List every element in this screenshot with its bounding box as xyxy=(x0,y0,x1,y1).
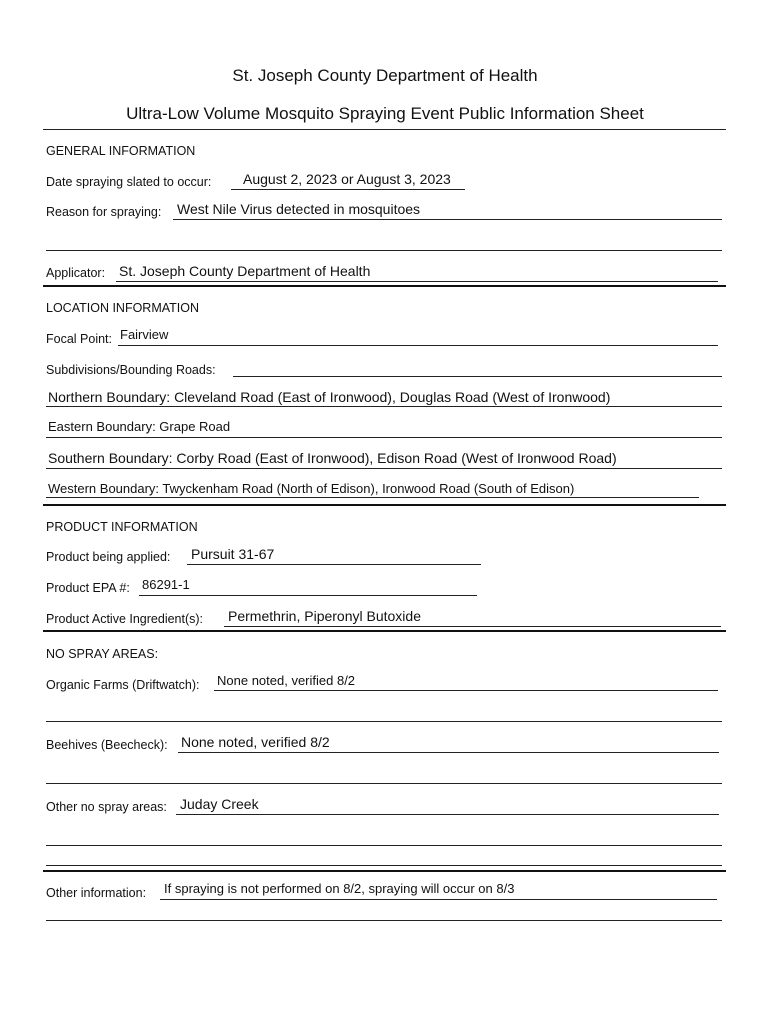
product-applied-label: Product being applied: xyxy=(46,550,171,564)
northern-underline xyxy=(46,406,722,407)
divider xyxy=(43,129,726,130)
epa-underline xyxy=(139,595,477,596)
beehives-extra-line xyxy=(46,783,722,784)
focal-field[interactable]: Fairview xyxy=(120,327,169,342)
product-applied-field[interactable]: Pursuit 31-67 xyxy=(191,546,275,562)
applicator-underline xyxy=(116,281,718,282)
applicator-field[interactable]: St. Joseph County Department of Health xyxy=(119,263,371,279)
ingredient-label: Product Active Ingredient(s): xyxy=(46,612,204,626)
section-divider xyxy=(43,285,726,287)
other-no-spray-label: Other no spray areas: xyxy=(46,800,167,814)
beehives-field[interactable]: None noted, verified 8/2 xyxy=(181,734,330,750)
western-underline xyxy=(46,497,699,498)
reason-label: Reason for spraying: xyxy=(46,205,162,219)
northern-boundary[interactable]: Northern Boundary: Cleveland Road (East of Ironwood), Douglas Road (West of Ironwood) xyxy=(48,389,611,405)
reason-underline xyxy=(173,219,722,220)
page-subtitle: Ultra-Low Volume Mosquito Spraying Event Public Information Sheet xyxy=(126,104,644,123)
other-info-field[interactable]: If spraying is not performed on 8/2, spraying will occur on 8/3 xyxy=(164,881,515,896)
location-heading: LOCATION INFORMATION xyxy=(46,301,200,315)
eastern-boundary[interactable]: Eastern Boundary: Grape Road xyxy=(48,419,231,434)
other-no-spray-field[interactable]: Juday Creek xyxy=(180,796,259,812)
western-boundary[interactable]: Western Boundary: Twyckenham Road (North of Edison), Ironwood Road (South of Edison) xyxy=(48,481,575,496)
reason-extra-line xyxy=(46,250,722,251)
date-label: Date spraying slated to occur: xyxy=(46,175,212,189)
beehives-underline xyxy=(178,752,719,753)
other-info-label: Other information: xyxy=(46,886,147,900)
focal-label: Focal Point: xyxy=(46,332,113,346)
beehives-label: Beehives (Beecheck): xyxy=(46,738,168,752)
southern-underline xyxy=(46,468,722,469)
ingredient-field[interactable]: Permethrin, Piperonyl Butoxide xyxy=(228,608,421,624)
other-info-underline xyxy=(160,899,717,900)
epa-label: Product EPA #: xyxy=(46,581,130,595)
other-no-spray-extra-line xyxy=(46,845,722,846)
applicator-label: Applicator: xyxy=(46,266,106,280)
reason-field[interactable]: West Nile Virus detected in mosquitoes xyxy=(177,201,421,217)
general-heading: GENERAL INFORMATION xyxy=(46,144,196,158)
page-title: St. Joseph County Department of Health xyxy=(232,66,538,85)
date-underline xyxy=(231,189,465,190)
product-heading: PRODUCT INFORMATION xyxy=(46,520,198,534)
other-info-extra-line xyxy=(46,920,722,921)
section-divider xyxy=(43,504,726,506)
focal-underline xyxy=(118,345,718,346)
epa-field[interactable]: 86291-1 xyxy=(142,577,190,592)
subdivisions-label: Subdivisions/Bounding Roads: xyxy=(46,363,216,377)
organic-label: Organic Farms (Driftwatch): xyxy=(46,678,200,692)
organic-field[interactable]: None noted, verified 8/2 xyxy=(217,673,356,688)
section-divider xyxy=(43,630,726,632)
eastern-underline xyxy=(46,437,722,438)
subdivisions-underline xyxy=(233,376,722,377)
no-spray-heading: NO SPRAY AREAS: xyxy=(46,647,159,661)
product-applied-underline xyxy=(187,564,481,565)
southern-boundary[interactable]: Southern Boundary: Corby Road (East of Ironwood), Edison Road (West of Ironwood Road) xyxy=(48,450,617,466)
other-no-spray-underline xyxy=(176,814,719,815)
organic-extra-line xyxy=(46,721,722,722)
ingredient-underline xyxy=(224,626,721,627)
organic-underline xyxy=(214,690,718,691)
date-field[interactable]: August 2, 2023 or August 3, 2023 xyxy=(243,171,451,187)
other-no-spray-extra-line-2 xyxy=(46,865,722,866)
section-divider xyxy=(43,870,726,872)
